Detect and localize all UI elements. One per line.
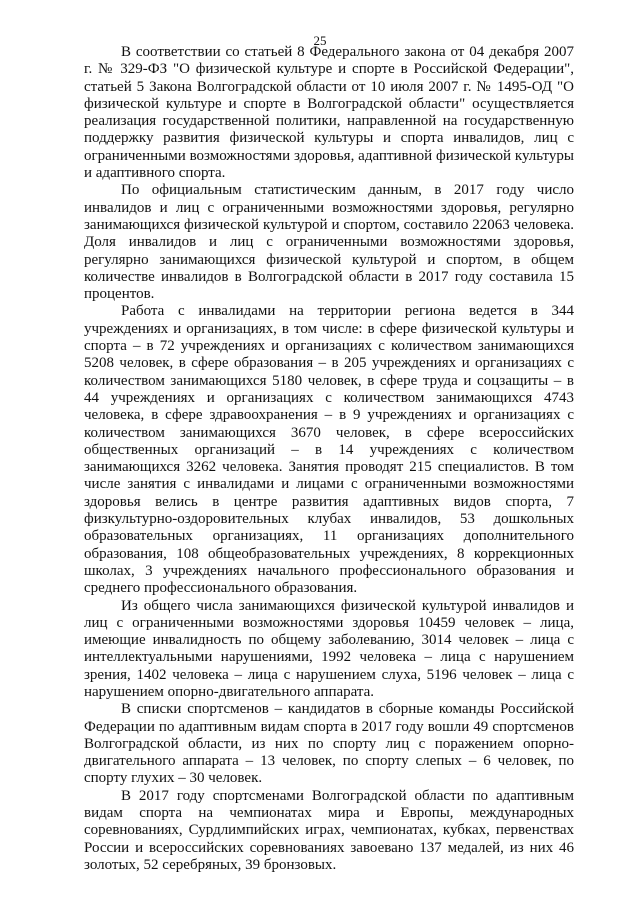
paragraph-statistics: По официальным статистическим данным, в 2017 году число инвалидов и лиц с ограниченными возможностями здоровья, регулярно занимающихся физической культурой и спортом, составило 22063 человека. Доля инвалидов и лиц с ограниченными возможностями здоровья, регулярно занимающихся физической культурой и спортом, в общем количестве инвалидов в Волгоградской области в 2017 году составила 15 процентов.: [84, 182, 574, 303]
paragraph-institutions: Работа с инвалидами на территории региона ведется в 344 учреждениях и организациях, в том числе: в сфере физической культуры и спорта – в 72 учреждениях и организациях с количеством занимающихся 5208 человек, в сфере образования – в 205 учреждениях и организациях с количеством занимающихся 5180 человек, в сфере труда и соцзащиты – в 44 учреждениях и организациях с количеством занимающихся 4743 человека, в сфере здравоохранения – в 9 учреждениях и организациях с количеством занимающихся 3670 человек, в сфере всероссийских общественных организаций – в 14 учреждениях с количеством занимающихся 3262 человека. Занятия проводят 215 специалистов. В том числе занятия с инвалидами и лицами с ограниченными возможностями здоровья велись в центре развития адаптивных видов спорта, 7 физкультурно-оздоровительных клубах инвалидов, 53 дошкольных образовательных организациях, 11 организациях дополнительного образования, 108 общеобразовательных учреждениях, 8 коррекционных школах, 3 учреждениях начального профессионального образования и среднего профессионального образования.: [84, 303, 574, 597]
page-number: 25: [313, 33, 327, 48]
paragraph-national-team-candidates: В списки спортсменов – кандидатов в сборные команды Российской Федерации по адаптивным видам спорта в 2017 году вошли 49 спортсменов Волгоградской области, из них по спорту лиц с поражением опорно-двигательного аппарата – 13 человек, по спорту слепых – 6 человек, по спорту глухих – 30 человек.: [84, 701, 574, 787]
document-body: [84, 44, 574, 874]
paragraph-legal-basis: В соответствии со статьей 8 Федерального закона от 04 декабря 2007 г. № 329-ФЗ "О физической культуре и спорте в Российской Федерации", статьей 5 Закона Волгоградской области от 10 июля 2007 г. № 1495-ОД "О физической культуре и спорте в Волгоградской области" осуществляется реализация государственной политики, направленной на государственную поддержку развития физической культуры и спорта инвалидов, лиц с ограниченными возможностями здоровья, адаптивной физической культуры и адаптивного спорта.: [84, 44, 574, 182]
paragraph-medals: В 2017 году спортсменами Волгоградской области по адаптивным видам спорта на чемпионатах мира и Европы, международных соревнованиях, Сурдлимпийских играх, чемпионатах, кубках, первенствах России и всероссийских соревнованиях завоевано 137 медалей, из них 46 золотых, 52 серебряных, 39 бронзовых.: [84, 787, 574, 873]
paragraph-participant-categories: Из общего числа занимающихся физической культурой инвалидов и лиц с ограниченными возможностями здоровья 10459 человек – лица, имеющие инвалидность по общему заболеванию, 3014 человек – лица с интеллектуальными нарушениями, 1992 человека – лица с нарушением зрения, 1402 человека – лица с нарушением слуха, 5196 человек – лица с нарушением опорно-двигательного аппарата.: [84, 597, 574, 700]
